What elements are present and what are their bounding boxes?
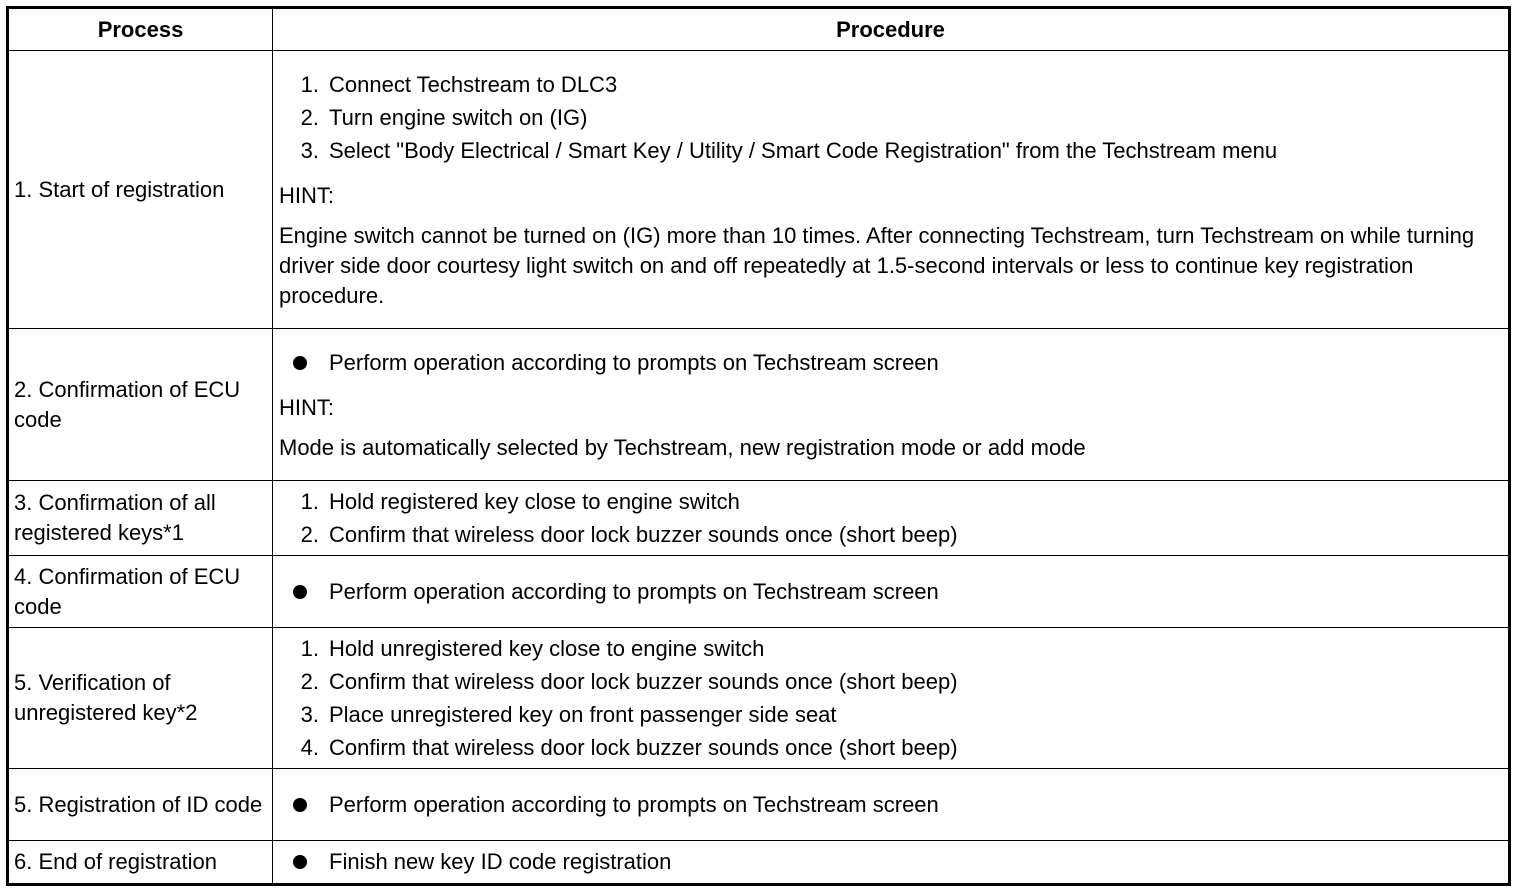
hint-label: HINT: — [279, 395, 334, 420]
process-cell: 2. Confirmation of ECU code — [8, 329, 273, 481]
procedure-cell — [273, 556, 1510, 628]
table-row — [8, 628, 1510, 769]
procedure-cell — [273, 481, 1510, 556]
bullet-icon — [293, 585, 307, 599]
bullet-icon — [293, 855, 307, 869]
procedure-cell — [273, 769, 1510, 841]
procedure-cell — [273, 51, 1510, 329]
procedure-header: Procedure — [273, 8, 1510, 51]
table-row — [8, 769, 1510, 841]
step-item: 1. Connect Techstream to DLC3 — [300, 71, 618, 97]
bullet-item: Finish new key ID code registration — [279, 846, 1502, 879]
step-item: 2. Turn engine switch on (IG) — [300, 104, 588, 130]
table-row — [8, 51, 1510, 329]
table-row — [8, 481, 1510, 556]
hint-text: Mode is automatically selected by Techstream, new registration mode or add mode — [279, 435, 1086, 460]
bullet-icon — [293, 798, 307, 812]
bullet-item: Perform operation according to prompts on Techstream screen — [279, 788, 1502, 821]
procedure-cell — [273, 841, 1510, 885]
process-cell: 6. End of registration — [8, 841, 273, 885]
step-list — [279, 632, 1502, 764]
step-item: 3. Select "Body Electrical / Smart Key / Utility / Smart Code Registration" from the Techstream menu — [300, 137, 1278, 163]
table-row — [8, 556, 1510, 628]
bullet-item: Perform operation according to prompts on Techstream screen — [279, 575, 1502, 608]
bullet-item: Perform operation according to prompts on Techstream screen — [279, 346, 1502, 379]
process-cell: 3. Confirmation of all registered keys*1 — [8, 481, 273, 556]
bullet-icon — [293, 356, 307, 370]
bullet-list — [279, 788, 1502, 821]
table-row — [8, 841, 1510, 885]
step-list — [279, 485, 1502, 551]
bullet-list — [279, 575, 1502, 608]
process-header: Process — [8, 8, 273, 51]
hint-text: Engine switch cannot be turned on (IG) more than 10 times. After connecting Techstream, turn Techstream on while turning driver side door courtesy light switch on and off repeatedly at 1.5-second intervals or less to continue key registration procedure. — [279, 223, 1475, 308]
step-list — [279, 68, 1502, 167]
bullet-list — [279, 846, 1502, 879]
step-item: 1. Hold unregistered key close to engine switch — [300, 635, 765, 661]
bullet-list — [279, 346, 1502, 379]
procedure-cell — [273, 329, 1510, 481]
step-item: 4. Confirm that wireless door lock buzzer sounds once (short beep) — [300, 734, 958, 760]
step-item: 2. Confirm that wireless door lock buzzer sounds once (short beep) — [300, 668, 958, 694]
procedure-table — [6, 6, 1511, 886]
step-item: 1. Hold registered key close to engine switch — [300, 488, 740, 514]
step-item: 3. Place unregistered key on front passenger side seat — [300, 701, 837, 727]
hint-label: HINT: — [279, 183, 334, 208]
procedure-cell — [273, 628, 1510, 769]
process-cell: 5. Verification of unregistered key*2 — [8, 628, 273, 769]
header-row — [8, 8, 1510, 51]
table-row — [8, 329, 1510, 481]
step-item: 2. Confirm that wireless door lock buzzer sounds once (short beep) — [300, 521, 958, 547]
process-cell: 5. Registration of ID code — [8, 769, 273, 841]
process-cell: 1. Start of registration — [8, 51, 273, 329]
process-cell: 4. Confirmation of ECU code — [8, 556, 273, 628]
